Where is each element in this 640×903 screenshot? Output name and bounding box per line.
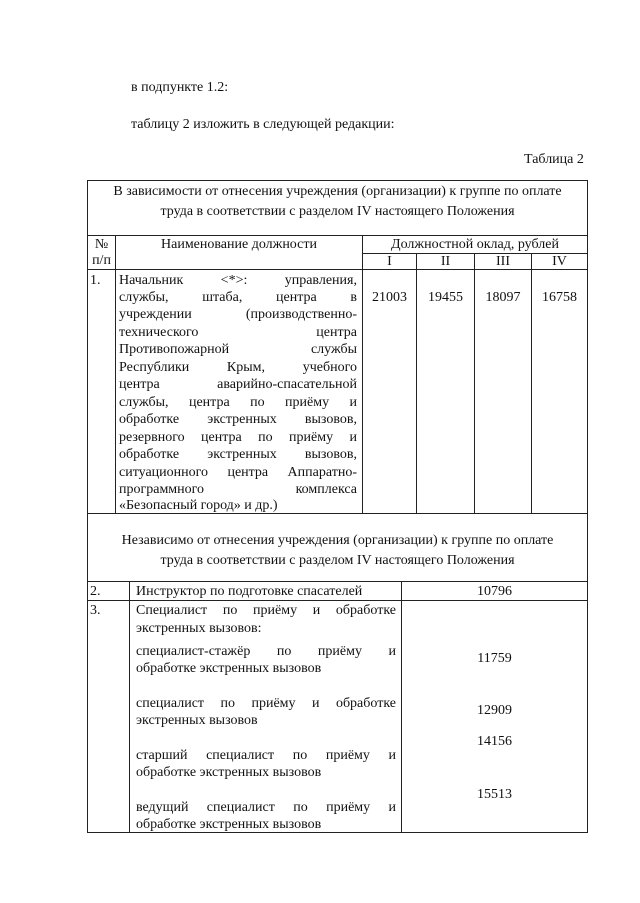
col-name-header: Наименование должности: [161, 237, 317, 252]
col-salary-header: Должностной оклад, рублей: [391, 237, 559, 252]
row3-number: 3.: [90, 603, 101, 618]
group-header-i: I: [387, 254, 392, 269]
row1-value-ii: 19455: [428, 290, 463, 305]
row2-value: 10796: [477, 584, 512, 599]
row1-value-iii: 18097: [485, 290, 521, 305]
row1-value-iv: 16758: [542, 290, 577, 305]
row2-name: Инструктор по подготовке спасателей: [136, 584, 363, 599]
intro-line-2: таблицу 2 изложить в следующей редакции:: [131, 117, 395, 132]
group-header-ii: II: [440, 254, 451, 269]
row3-item-3-value: 14156: [477, 734, 512, 749]
col-no-header: №: [94, 237, 109, 252]
row2-number: 2.: [90, 584, 101, 599]
table-caption: Таблица 2: [524, 152, 584, 167]
col-no-header-2: п/п: [92, 253, 111, 268]
intro-line-1: в подпункте 1.2:: [131, 80, 229, 95]
group-header-iv: IV: [552, 254, 567, 269]
row1-number: 1.: [90, 273, 101, 288]
section1-header-line-2: труда в соответствии с разделом IV настоящего Положения: [160, 204, 515, 219]
row3-item-2-value: 12909: [477, 703, 512, 718]
row1-value-i: 21003: [372, 290, 407, 305]
section2-header-line-1: Независимо от отнесения учреждения (организации) к группе по оплате: [121, 533, 554, 548]
row3-item-1-value: 11759: [477, 651, 512, 666]
group-header-iii: III: [496, 254, 510, 269]
section1-header-line-1: В зависимости от отнесения учреждения (организации) к группе по оплате: [113, 184, 562, 199]
section2-header-line-2: труда в соответствии с разделом IV настоящего Положения: [160, 553, 515, 568]
row3-item-4-value: 15513: [477, 787, 512, 802]
